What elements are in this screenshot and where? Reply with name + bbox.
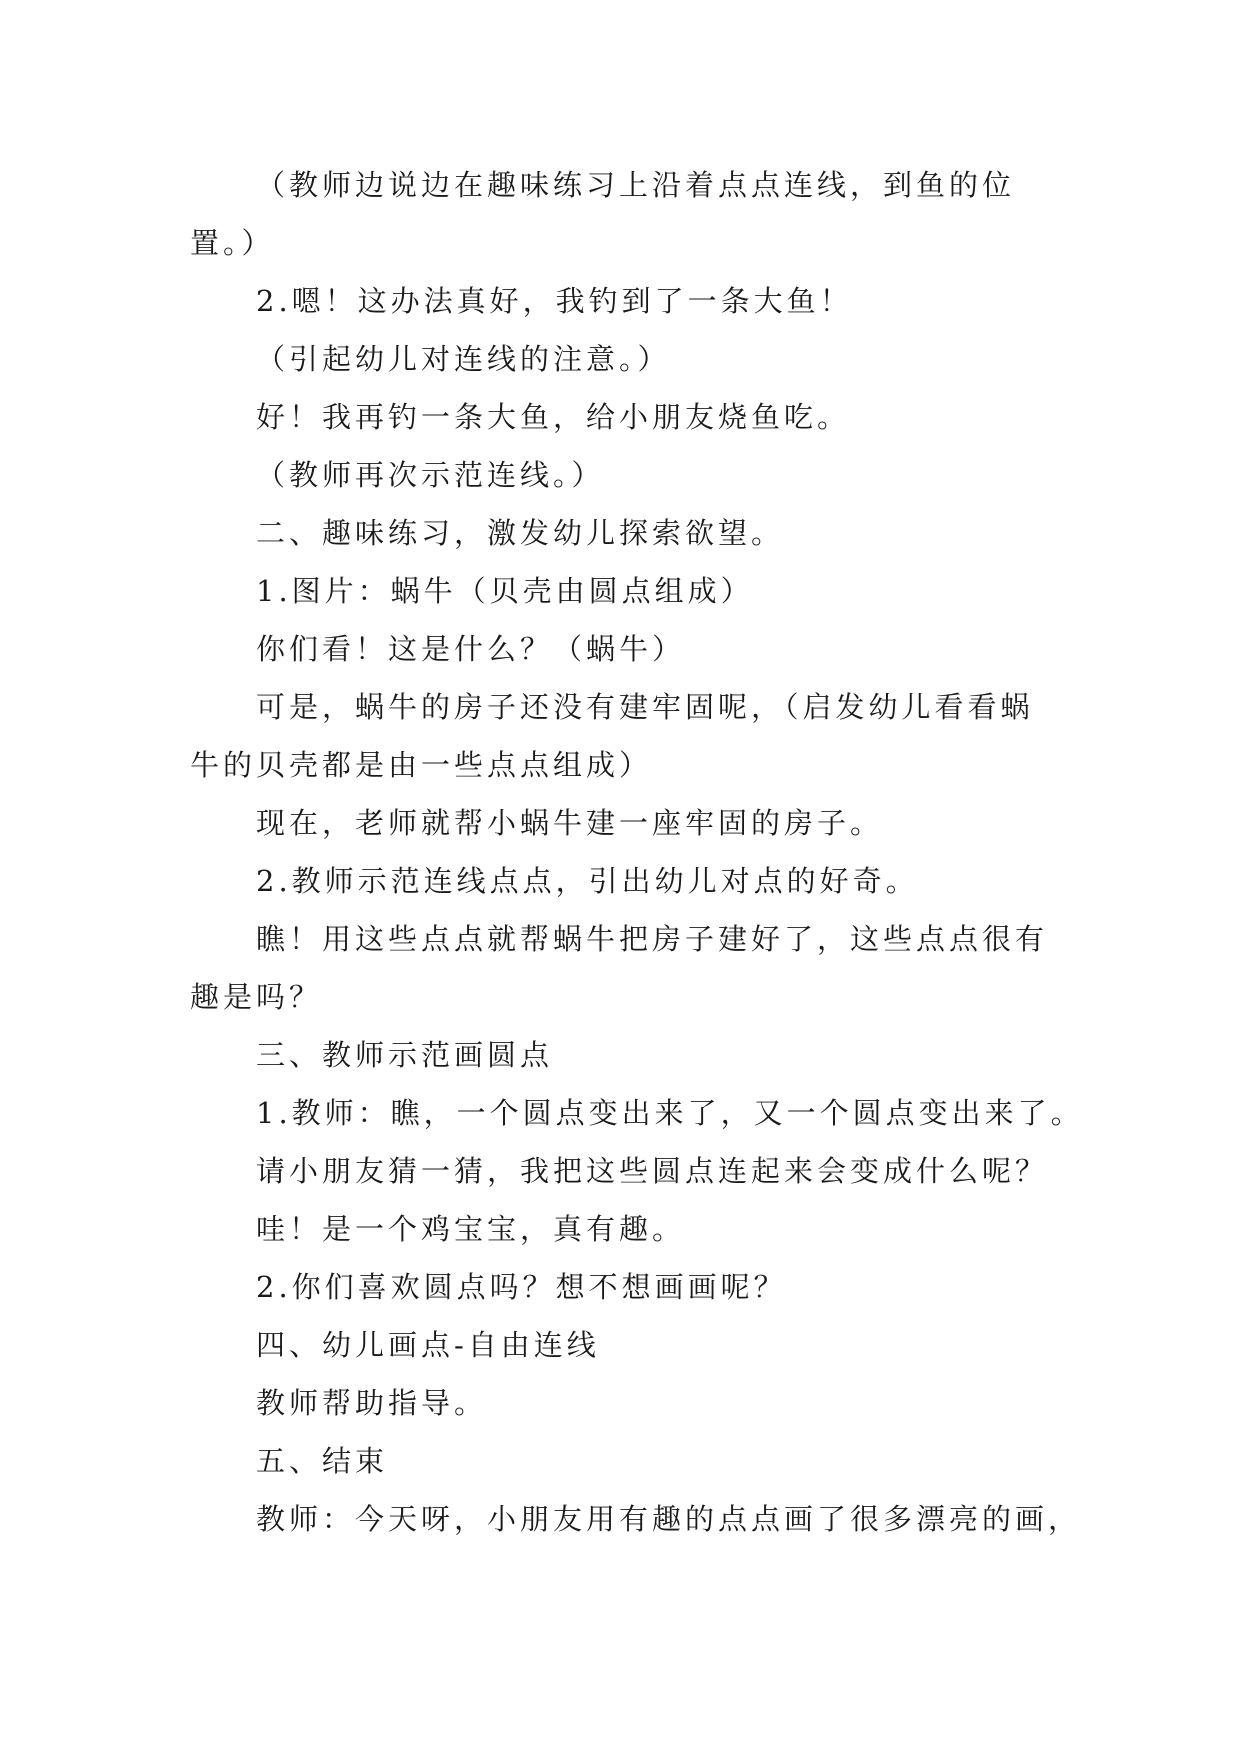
paragraph-line: 请小朋友猜一猜，我把这些圆点连起来会变成什么呢？ xyxy=(256,1154,1049,1188)
paragraph-line: （教师边说边在趣味练习上沿着点点连线，到鱼的位 xyxy=(256,168,1016,202)
paragraph-line: （教师再次示范连线。） xyxy=(256,458,605,492)
paragraph-line: 牛的贝壳都是由一些点点组成） xyxy=(190,748,653,782)
paragraph-line: 可是，蜗牛的房子还没有建牢固呢，（启发幼儿看看蜗 xyxy=(256,690,1034,724)
paragraph-line: 哇！是一个鸡宝宝，真有趣。 xyxy=(256,1212,686,1246)
section-heading: 三、教师示范画圆点 xyxy=(256,1038,554,1072)
paragraph-line: 教师帮助指导。 xyxy=(256,1386,488,1420)
paragraph-line: 2.你们喜欢圆点吗？想不想画画呢？ xyxy=(256,1270,787,1304)
paragraph-line: 1.图片：蜗牛（贝壳由圆点组成） xyxy=(256,574,754,608)
paragraph-line: 现在，老师就帮小蜗牛建一座牢固的房子。 xyxy=(256,806,884,840)
section-heading: 四、幼儿画点-自由连线 xyxy=(256,1328,600,1362)
paragraph-line: 2.教师示范连线点点，引出幼儿对点的好奇。 xyxy=(256,864,919,898)
section-heading: 二、趣味练习，激发幼儿探索欲望。 xyxy=(256,516,785,550)
paragraph-line: 趣是吗？ xyxy=(190,980,323,1014)
paragraph-line: 你们看！这是什么？（蜗牛） xyxy=(256,632,686,666)
document-body xyxy=(190,156,1084,1548)
paragraph-line: 瞧！用这些点点就帮蜗牛把房子建好了，这些点点很有 xyxy=(256,922,1049,956)
paragraph-line: 1.教师：瞧，一个圆点变出来了，又一个圆点变出来了。 xyxy=(256,1096,1084,1130)
paragraph-line: 置。） xyxy=(190,226,275,260)
paragraph-line: 好！我再钓一条大鱼，给小朋友烧鱼吃。 xyxy=(256,400,851,434)
paragraph-line: 教师：今天呀，小朋友用有趣的点点画了很多漂亮的画， xyxy=(256,1502,1082,1536)
paragraph-line: 2.嗯！这办法真好，我钓到了一条大鱼！ xyxy=(256,284,853,318)
section-heading: 五、结束 xyxy=(256,1444,389,1478)
paragraph-line: （引起幼儿对连线的注意。） xyxy=(256,342,671,376)
